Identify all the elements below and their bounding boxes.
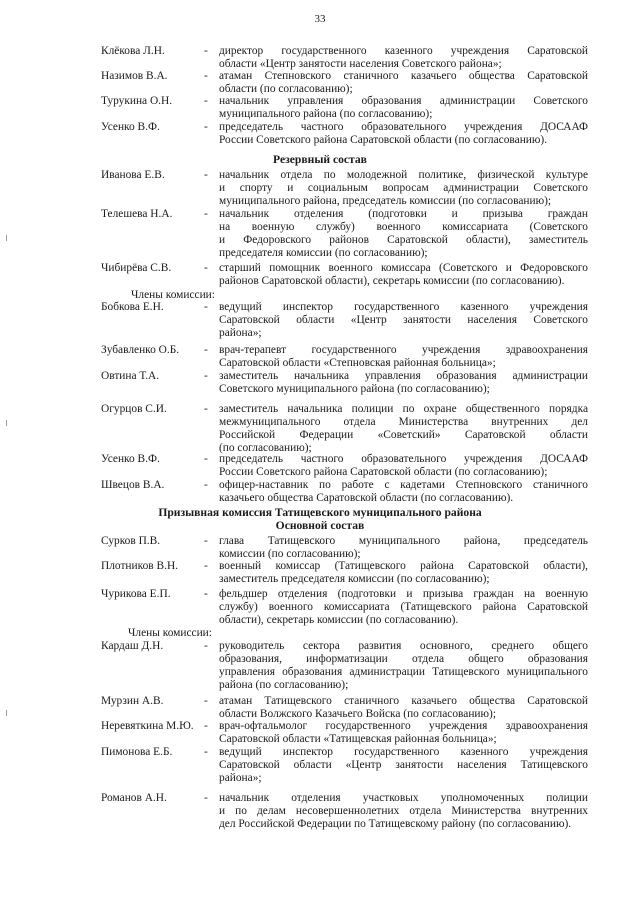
entry-dash: - (204, 403, 208, 415)
member-name: Плотников В.Н. (101, 560, 179, 572)
position-description-line: руководитель сектора развития основного, среднего общего (219, 640, 588, 652)
position-description-line: директор государственного казенного учреждения Саратовской (219, 45, 588, 57)
position-description-line: начальник управления образования администрации Советского (219, 95, 588, 107)
position-description-line: России Советского района Саратовской области (по согласованию). (219, 133, 548, 146)
entry-dash: - (204, 792, 208, 804)
position-description-line: председателя комиссии (по согласованию); (219, 246, 428, 259)
position-description-line: заместитель начальника управления образования администрации (219, 370, 588, 382)
member-name: Неревяткина М.Ю. (101, 720, 194, 732)
position-description-line: и спорту и социальным вопросам администрации Советского (219, 181, 588, 194)
entry-dash: - (204, 45, 208, 57)
member-name: Чурикова Е.П. (101, 588, 171, 600)
member-name: Романов А.Н. (101, 792, 167, 804)
member-name: Бобкова Е.Н. (101, 301, 164, 313)
position-description-line: России Советского района Саратовской области (по согласованию); (219, 465, 548, 478)
position-description-line: межмуниципального отдела Министерства внутренних дел (219, 415, 588, 428)
entry-dash: - (204, 169, 208, 181)
position-description-line: комиссии (по согласованию); (219, 547, 361, 560)
scan-edge-mark (6, 235, 7, 241)
entry-dash: - (204, 588, 208, 600)
position-description-line: атаман Татищевского станичного казачьего общества Саратовской (219, 695, 588, 707)
section-heading-main: Основной состав (275, 519, 365, 532)
position-description-line: Саратовской области «Татищевская районная больница»; (219, 732, 497, 745)
member-name: Иванова Е.В. (101, 169, 165, 181)
position-description-line: области Волжского Казачьего Войска (по согласованию); (219, 707, 496, 720)
position-description-line: казачьего общества Саратовской области (по согласованию). (219, 491, 514, 504)
entry-dash: - (204, 344, 208, 356)
position-description-line: района (по согласованию); (219, 678, 349, 691)
position-description-line: области (по согласованию); (219, 82, 353, 95)
member-name: Чибирёва С.В. (101, 262, 172, 274)
entry-dash: - (204, 695, 208, 707)
position-description-line: заместитель начальника полиции по охране общественного порядка (219, 403, 588, 415)
member-name: Турукина О.Н. (101, 95, 173, 107)
entry-dash: - (204, 262, 208, 274)
scan-edge-mark (6, 420, 7, 426)
position-description-line: района»; (219, 771, 262, 784)
position-description-line: начальник отделения (подготовки и призыва граждан (219, 208, 588, 220)
entry-dash: - (204, 453, 208, 465)
position-description-line: образования, информатизации отдела общего образования (219, 652, 588, 665)
position-description-line: ведущий инспектор государственного казенного учреждения (219, 301, 588, 313)
member-name: Назимов В.А. (101, 70, 168, 82)
position-description-line: глава Татищевского муниципального района, председатель (219, 535, 588, 547)
position-description-line: Саратовской области «Центр занятости населения Советского (219, 313, 588, 326)
entry-dash: - (204, 70, 208, 82)
position-description-line: офицер-наставник по работе с кадетами Степновского станичного (219, 479, 588, 491)
entry-dash: - (204, 95, 208, 107)
position-description-line: Советского муниципального района (по согласованию); (219, 382, 490, 395)
entry-dash: - (204, 746, 208, 758)
position-description-line: Саратовской области «Центр занятости населения Татищевского (219, 758, 588, 771)
position-description-line: Саратовской области «Степновская районная больница»; (219, 356, 496, 369)
position-description-line: начальник отдела по молодежной политике, физической культуре (219, 169, 588, 181)
entry-dash: - (204, 301, 208, 313)
member-name: Телешева Н.А. (101, 208, 173, 220)
position-description-line: муниципального района (по согласованию); (219, 107, 433, 120)
entry-dash: - (204, 560, 208, 572)
position-description-line: старший помощник военного комиссара (Советского и Федоровского (219, 262, 588, 274)
position-description-line: области «Центр занятости населения Советского района»; (219, 57, 502, 70)
position-description-line: и по делам несовершеннолетних отдела Министерства внутренних (219, 804, 588, 817)
member-name: Усенко В.Ф. (101, 453, 160, 465)
position-description-line: дел Российской Федерации по Татищевскому району (по согласованию). (219, 817, 572, 830)
entry-dash: - (204, 479, 208, 491)
position-description-line: врач-терапевт государственного учреждения здравоохранения (219, 344, 588, 356)
member-name: Клёкова Л.Н. (101, 45, 165, 57)
entry-dash: - (204, 208, 208, 220)
position-description-line: заместитель председателя комиссии (по согласованию); (219, 572, 490, 585)
position-description-line: и Федоровского районов Саратовской области), заместитель (219, 233, 588, 246)
members-label: Члены комиссии: (128, 627, 212, 639)
entry-dash: - (204, 121, 208, 133)
position-description-line: области), секретарь комиссии (по согласованию). (219, 613, 459, 626)
commission-heading: Призывная комиссия Татищевского муниципального района (158, 506, 482, 519)
position-description-line: службу) военного комиссариата (Татищевского района Саратовской (219, 600, 588, 613)
entry-dash: - (204, 640, 208, 652)
member-name: Пимонова Е.Б. (101, 746, 173, 758)
section-heading-reserve: Резервный состав (273, 153, 367, 166)
member-name: Усенко В.Ф. (101, 121, 160, 133)
entry-dash: - (204, 370, 208, 382)
members-label: Члены комиссии: (131, 289, 215, 301)
position-description-line: ведущий инспектор государственного казенного учреждения (219, 746, 588, 758)
member-name: Мурзин А.В. (101, 695, 164, 707)
member-name: Овтина Т.А. (101, 370, 160, 382)
position-description-line: атаман Степновского станичного казачьего общества Саратовской (219, 70, 588, 82)
member-name: Сурков П.В. (101, 535, 161, 547)
position-description-line: районов Саратовской области), секретарь комиссии (по согласованию). (219, 274, 565, 287)
position-description-line: военный комиссар (Татищевского района Саратовской области), (219, 560, 588, 572)
member-name: Зубавленко О.Б. (101, 344, 180, 356)
member-name: Швецов В.А. (101, 479, 165, 491)
position-description-line: управления образования администрации Татищевского муниципального (219, 665, 588, 678)
position-description-line: муниципального района, председатель комиссии (по согласованию); (219, 194, 552, 207)
position-description-line: председатель частного образовательного учреждения ДОСААФ (219, 453, 588, 465)
scan-edge-mark (6, 710, 7, 716)
entry-dash: - (204, 535, 208, 547)
position-description-line: фельдшер отделения (подготовки и призыва граждан на военную (219, 588, 588, 600)
member-name: Огурцов С.И. (101, 403, 167, 415)
member-name: Кардаш Д.Н. (101, 640, 164, 652)
position-description-line: председатель частного образовательного учреждения ДОСААФ (219, 121, 588, 133)
position-description-line: района»; (219, 326, 262, 339)
position-description-line: Российской Федерации «Советский» Саратовской области (219, 428, 588, 441)
position-description-line: на военную службу) военного комиссариата (Советского (219, 220, 588, 233)
position-description-line: (по согласованию); (219, 441, 312, 454)
entry-dash: - (204, 720, 208, 732)
page-number: 33 (314, 13, 326, 25)
position-description-line: врач-офтальмолог государственного учреждения здравоохранения (219, 720, 588, 732)
position-description-line: начальник отделения участковых уполномоченных полиции (219, 792, 588, 804)
